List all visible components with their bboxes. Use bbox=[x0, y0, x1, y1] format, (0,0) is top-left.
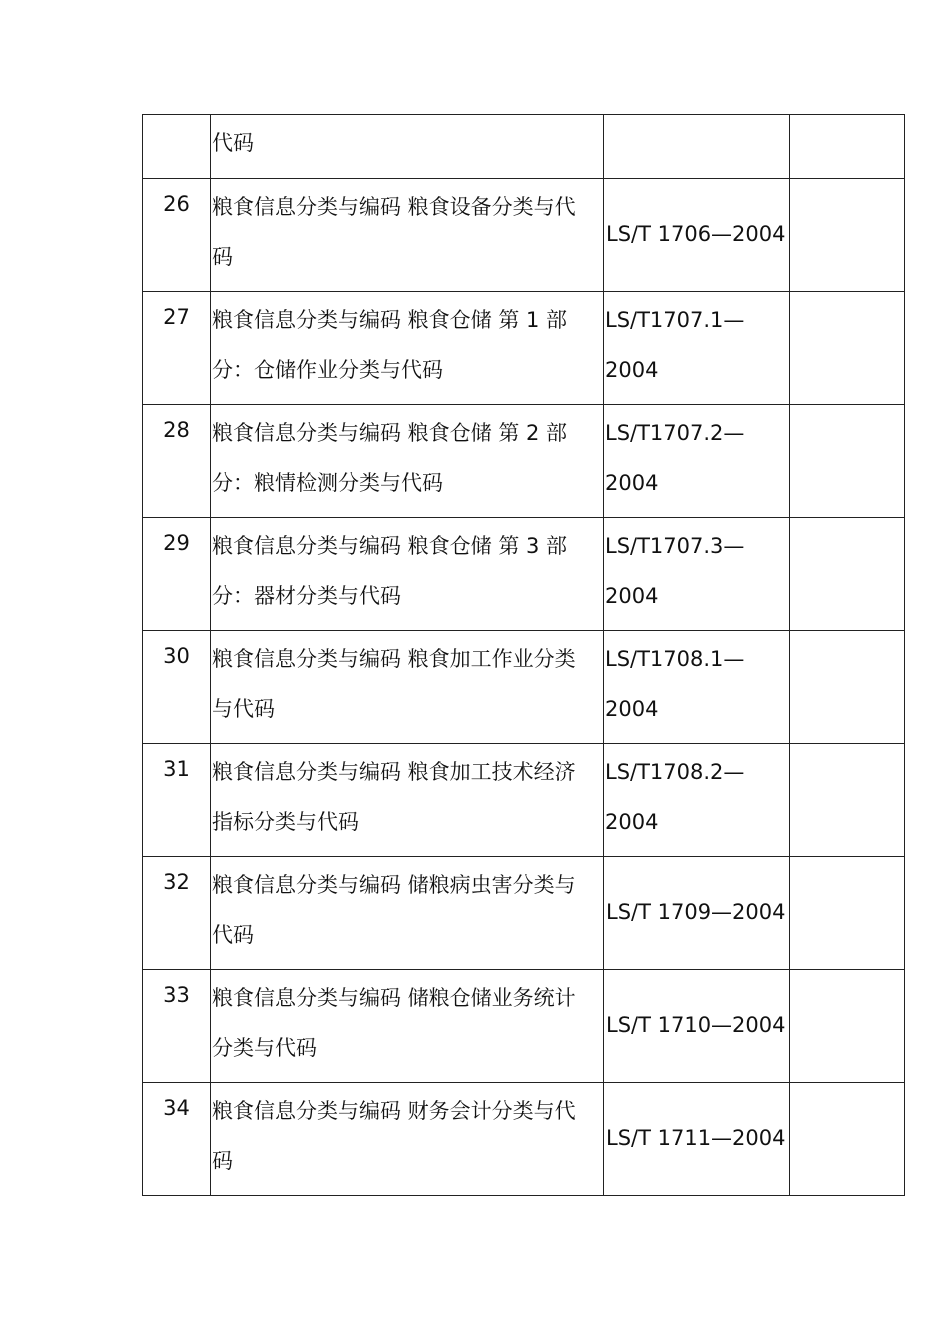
table-row bbox=[143, 179, 905, 292]
note-cell bbox=[790, 115, 905, 179]
note-cell bbox=[790, 179, 905, 292]
standard-title: 粮食信息分类与编码 粮食仓储 第 2 部分：粮情检测分类与代码 bbox=[211, 405, 604, 518]
standard-code: LS/T1708.1—2004 bbox=[604, 631, 790, 744]
standard-title: 粮食信息分类与编码 粮食设备分类与代码 bbox=[211, 179, 604, 292]
row-number: 28 bbox=[143, 405, 211, 518]
standard-code bbox=[604, 115, 790, 179]
standard-title: 粮食信息分类与编码 财务会计分类与代码 bbox=[211, 1083, 604, 1196]
row-number: 33 bbox=[143, 970, 211, 1083]
standard-code: LS/T1707.1—2004 bbox=[604, 292, 790, 405]
table-row bbox=[143, 1083, 905, 1196]
row-number: 31 bbox=[143, 744, 211, 857]
row-number: 26 bbox=[143, 179, 211, 292]
table-row bbox=[143, 857, 905, 970]
standard-code: LS/T 1710—2004 bbox=[604, 970, 790, 1083]
row-number: 34 bbox=[143, 1083, 211, 1196]
table-row bbox=[143, 744, 905, 857]
note-cell bbox=[790, 292, 905, 405]
row-number: 30 bbox=[143, 631, 211, 744]
standard-title: 粮食信息分类与编码 储粮仓储业务统计分类与代码 bbox=[211, 970, 604, 1083]
standard-code: LS/T 1709—2004 bbox=[604, 857, 790, 970]
standard-title: 粮食信息分类与编码 粮食加工技术经济指标分类与代码 bbox=[211, 744, 604, 857]
table-row bbox=[143, 631, 905, 744]
table-row bbox=[143, 405, 905, 518]
standard-title: 粮食信息分类与编码 粮食加工作业分类与代码 bbox=[211, 631, 604, 744]
note-cell bbox=[790, 857, 905, 970]
standard-code: LS/T1708.2—2004 bbox=[604, 744, 790, 857]
table-row bbox=[143, 518, 905, 631]
note-cell bbox=[790, 518, 905, 631]
note-cell bbox=[790, 1083, 905, 1196]
table-row bbox=[143, 292, 905, 405]
table-row bbox=[143, 970, 905, 1083]
table-row bbox=[143, 115, 905, 179]
standard-title: 粮食信息分类与编码 储粮病虫害分类与代码 bbox=[211, 857, 604, 970]
note-cell bbox=[790, 970, 905, 1083]
note-cell bbox=[790, 631, 905, 744]
row-number: 29 bbox=[143, 518, 211, 631]
standard-code: LS/T 1711—2004 bbox=[604, 1083, 790, 1196]
note-cell bbox=[790, 405, 905, 518]
row-number bbox=[143, 115, 211, 179]
standard-code: LS/T1707.3—2004 bbox=[604, 518, 790, 631]
row-number: 32 bbox=[143, 857, 211, 970]
standard-title: 代码 bbox=[211, 115, 604, 179]
standard-title: 粮食信息分类与编码 粮食仓储 第 1 部分：仓储作业分类与代码 bbox=[211, 292, 604, 405]
standard-code: LS/T 1706—2004 bbox=[604, 179, 790, 292]
standard-title: 粮食信息分类与编码 粮食仓储 第 3 部分：器材分类与代码 bbox=[211, 518, 604, 631]
note-cell bbox=[790, 744, 905, 857]
row-number: 27 bbox=[143, 292, 211, 405]
standard-code: LS/T1707.2—2004 bbox=[604, 405, 790, 518]
standards-table bbox=[142, 114, 905, 1196]
